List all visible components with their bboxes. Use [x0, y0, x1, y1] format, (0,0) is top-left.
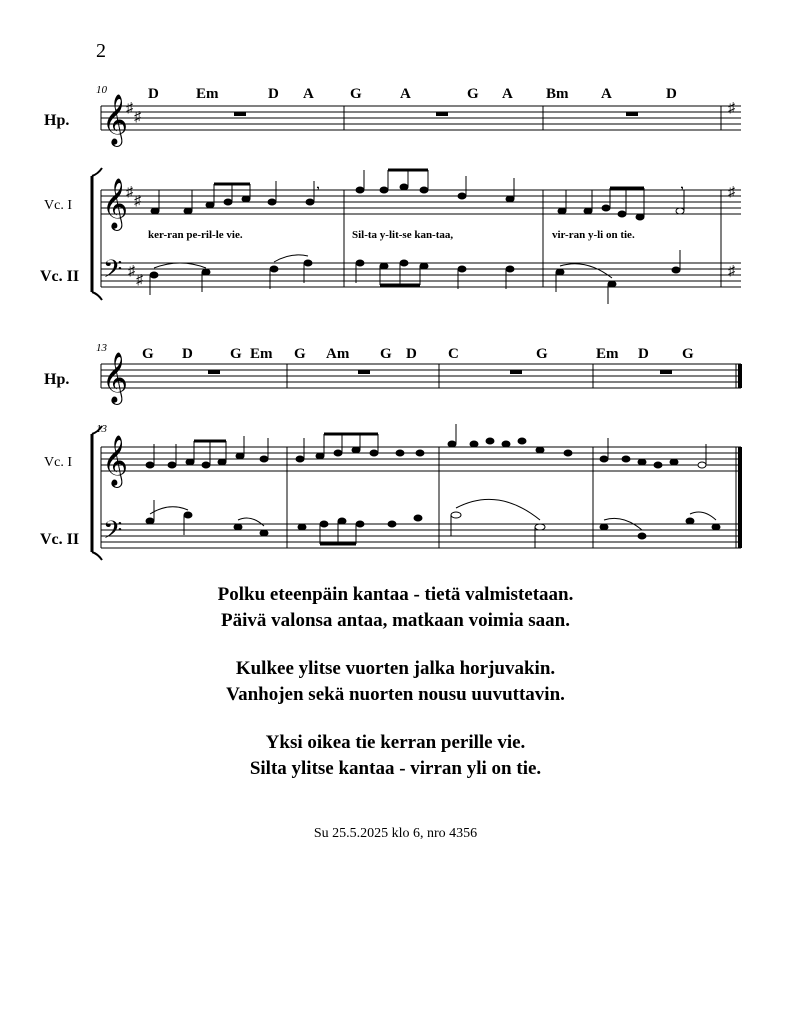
instrument-label-vc1: Vc. I — [44, 455, 72, 470]
chord-symbol: Em — [196, 86, 219, 102]
page-number: 2 — [96, 40, 106, 62]
instrument-label-vc1: Vc. I — [44, 198, 72, 213]
sharp-icon: ♯ — [728, 185, 735, 200]
system-1 — [40, 84, 741, 304]
poem-line: Vanhojen sekä nuorten nousu uuvuttavin. — [226, 684, 565, 705]
instrument-label-harp: Hp. — [44, 371, 70, 388]
instrument-label-harp: Hp. — [44, 112, 70, 129]
poem-line: Polku eteenpäin kantaa - tietä valmistetaan. — [217, 584, 574, 605]
chord-symbol: D — [406, 346, 417, 362]
poem-line: Päivä valonsa antaa, matkaan voimia saan. — [221, 610, 570, 631]
footer-note: Su 25.5.2025 klo 6, nro 4356 — [313, 826, 478, 841]
whole-rest-icon — [208, 370, 220, 374]
sharp-icon: ♯ — [728, 264, 735, 279]
chord-symbol: G — [350, 86, 362, 102]
whole-rest-icon — [510, 370, 522, 374]
svg-text:,: , — [316, 175, 320, 192]
sharp-icon: ♯ — [136, 273, 143, 288]
chord-symbol: C — [448, 346, 459, 362]
chord-symbol: A — [303, 86, 314, 102]
chord-symbol: G — [380, 346, 392, 362]
measure-number: 10 — [96, 84, 107, 96]
instrument-label-vc2: Vc. II — [40, 268, 80, 285]
chord-symbol: Bm — [546, 86, 569, 102]
chord-symbol: Am — [326, 346, 350, 362]
vc1-notes-system-2 — [146, 424, 706, 468]
chord-symbol: G — [536, 346, 548, 362]
sharp-icon: ♯ — [134, 194, 141, 209]
whole-rest-icon — [358, 370, 370, 374]
svg-text:,: , — [680, 175, 684, 192]
sharp-icon: ♯ — [126, 101, 133, 116]
measure-number: 13 — [96, 423, 107, 435]
treble-clef-icon: 𝄞 — [102, 436, 129, 485]
chord-symbol: A — [601, 86, 612, 102]
poem-line: Kulkee ylitse vuorten jalka horjuvakin. — [235, 658, 556, 679]
vc1-notes-system-1 — [151, 170, 684, 220]
chord-symbol: D — [666, 86, 677, 102]
chord-symbol: A — [400, 86, 411, 102]
whole-rest-icon — [660, 370, 672, 374]
lyric-line: vir-ran y-li on tie. — [552, 229, 635, 241]
bass-clef-icon: 𝄢 — [103, 256, 123, 289]
poem-stanza-1 — [0, 582, 791, 634]
poem-line: Yksi oikea tie kerran perille vie. — [265, 732, 526, 753]
treble-clef-icon: 𝄞 — [102, 353, 129, 402]
chord-symbol: G — [294, 346, 306, 362]
bass-clef-icon: 𝄢 — [103, 517, 123, 550]
chord-symbol: D — [148, 86, 159, 102]
whole-rest-icon — [234, 112, 246, 116]
chord-symbol: G — [142, 346, 154, 362]
sharp-icon: ♯ — [126, 185, 133, 200]
whole-rest-icon — [626, 112, 638, 116]
chord-symbol: Em — [250, 346, 273, 362]
system-2 — [40, 342, 741, 560]
chord-symbol: Em — [596, 346, 619, 362]
harp-staff — [101, 364, 741, 388]
chord-symbol: G — [682, 346, 694, 362]
instrument-label-vc2: Vc. II — [40, 531, 80, 548]
lyric-line: Sil-ta y-lit-se kan-taa, — [352, 229, 454, 241]
chord-symbol: D — [638, 346, 649, 362]
poem-stanza-3 — [0, 730, 791, 782]
chord-symbol: G — [230, 346, 242, 362]
sharp-icon: ♯ — [728, 101, 735, 116]
treble-clef-icon: 𝄞 — [102, 95, 129, 144]
poem-line: Silta ylitse kantaa - virran yli on tie. — [249, 758, 542, 779]
vc2-notes-system-1 — [150, 250, 680, 304]
chord-symbol: D — [182, 346, 193, 362]
whole-rest-icon — [436, 112, 448, 116]
chord-symbol: D — [268, 86, 279, 102]
treble-clef-icon: 𝄞 — [102, 179, 129, 228]
chord-symbol: G — [467, 86, 479, 102]
harp-staff — [101, 106, 741, 130]
sharp-icon: ♯ — [134, 110, 141, 125]
sharp-icon: ♯ — [128, 264, 135, 279]
measure-number: 13 — [96, 342, 107, 354]
poem-stanza-2 — [0, 656, 791, 708]
chord-symbol: A — [502, 86, 513, 102]
lyric-line: ker-ran pe-ril-le vie. — [148, 229, 243, 241]
